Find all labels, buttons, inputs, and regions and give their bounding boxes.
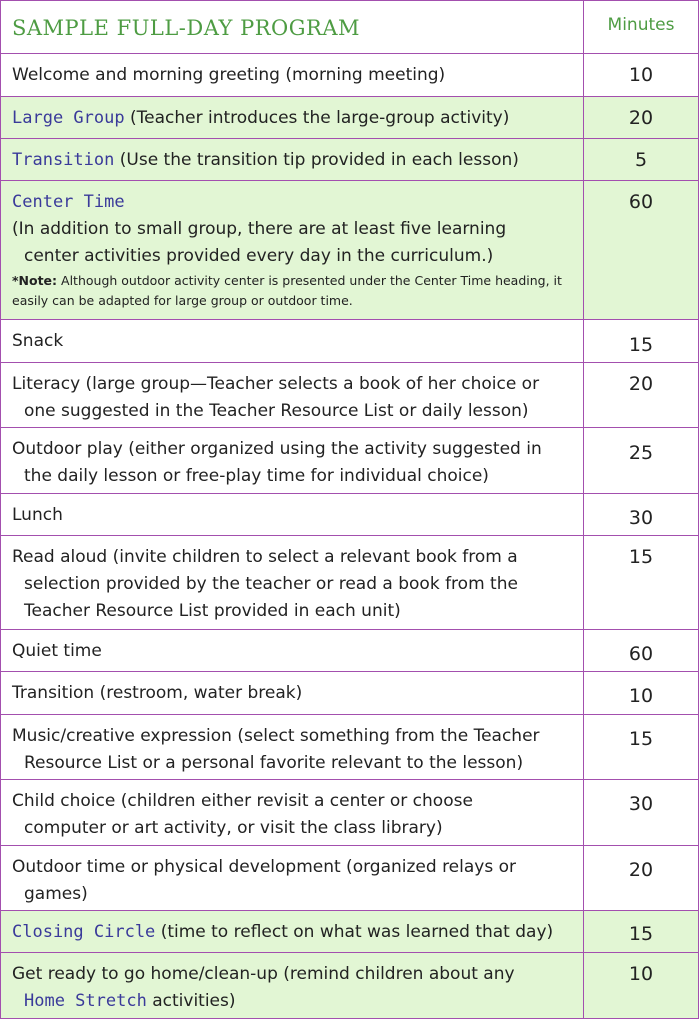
activity-line: selection provided by the teacher or read a book from the xyxy=(24,574,518,594)
activity-note xyxy=(12,271,573,311)
activity-label: Transition xyxy=(12,150,115,170)
table-header xyxy=(1,1,698,53)
table-row xyxy=(1,362,698,427)
table-row xyxy=(1,952,698,1018)
activity-line: Get ready to go home/clean-up (remind children about any xyxy=(12,964,515,984)
activity-line: the daily lesson or free-play time for individual choice) xyxy=(24,466,489,486)
activity-description xyxy=(1,536,584,629)
activity-minutes: 15 xyxy=(628,923,654,945)
table-row xyxy=(1,845,698,910)
activity-line: Read aloud (invite children to select a relevant book from a xyxy=(12,547,518,567)
note-label: *Note: xyxy=(12,273,58,288)
activity-minutes: 15 xyxy=(628,728,654,750)
activity-description xyxy=(1,911,584,952)
activity-minutes: 60 xyxy=(628,191,654,213)
activity-line: Music/creative expression (select something from the Teacher xyxy=(12,726,540,746)
activity-line: center activities provided every day in the curriculum.) xyxy=(24,246,494,266)
activity-line: (In addition to small group, there are at least five learning xyxy=(12,219,507,239)
activity-minutes: 10 xyxy=(628,963,654,985)
minutes-header: Minutes xyxy=(607,15,675,35)
table-row xyxy=(1,493,698,535)
activity-minutes: 5 xyxy=(634,149,648,171)
activity-line: Outdoor time or physical development (organized relays or xyxy=(12,857,516,877)
table-row xyxy=(1,138,698,180)
activity-line: one suggested in the Teacher Resource List or daily lesson) xyxy=(24,401,529,421)
activity-description: Welcome and morning greeting (morning meeting) xyxy=(1,54,584,96)
activity-description: Quiet time xyxy=(1,630,584,671)
table-row xyxy=(1,96,698,138)
activity-label: Center Time xyxy=(12,192,125,212)
activity-label: Home Stretch xyxy=(24,991,147,1011)
activity-line xyxy=(12,988,573,1015)
activity-text: (Teacher introduces the large-group activity) xyxy=(124,108,510,128)
activity-description xyxy=(1,846,584,910)
activity-description xyxy=(1,139,584,180)
activity-text: activities) xyxy=(146,991,236,1011)
activity-minutes: 10 xyxy=(628,64,654,86)
activity-text: (Use the transition tip provided in each lesson) xyxy=(114,150,519,170)
table-row xyxy=(1,779,698,845)
activity-label: Closing Circle xyxy=(12,922,156,942)
activity-minutes: 60 xyxy=(628,643,654,665)
table-row xyxy=(1,53,698,96)
activity-minutes: 15 xyxy=(628,546,654,568)
activity-minutes: 10 xyxy=(628,685,654,707)
table-row xyxy=(1,180,698,319)
table-row xyxy=(1,427,698,493)
table-row xyxy=(1,671,698,714)
table-row xyxy=(1,535,698,629)
note-text: Although outdoor activity center is presented under the Center Time heading, it easily can be adapted for large group or outdoor time. xyxy=(12,273,562,308)
table-row xyxy=(1,714,698,779)
table-title: SAMPLE FULL-DAY PROGRAM xyxy=(1,1,584,53)
activity-description: Transition (restroom, water break) xyxy=(1,672,584,714)
activity-minutes: 30 xyxy=(628,793,654,815)
activity-minutes: 20 xyxy=(628,107,654,129)
activity-line: Resource List or a personal favorite relevant to the lesson) xyxy=(24,753,524,773)
activity-description xyxy=(1,363,584,427)
table-row xyxy=(1,319,698,362)
activity-line: Outdoor play (either organized using the activity suggested in xyxy=(12,439,542,459)
activity-description: Lunch xyxy=(1,494,584,535)
activity-description xyxy=(1,181,584,319)
activity-description xyxy=(1,715,584,779)
table-row xyxy=(1,910,698,952)
activity-text: (time to reflect on what was learned that day) xyxy=(155,922,554,942)
activity-minutes: 25 xyxy=(628,442,654,464)
activity-label: Large Group xyxy=(12,108,125,128)
table-row xyxy=(1,629,698,671)
activity-description xyxy=(1,428,584,493)
activity-line: computer or art activity, or visit the class library) xyxy=(24,818,443,838)
activity-description: Snack xyxy=(1,320,584,362)
activity-description xyxy=(1,97,584,138)
activity-minutes: 30 xyxy=(628,507,654,529)
activity-minutes: 15 xyxy=(628,334,654,356)
activity-line: Child choice (children either revisit a center or choose xyxy=(12,791,473,811)
activity-line: Literacy (large group—Teacher selects a book of her choice or xyxy=(12,374,540,394)
activity-line: Teacher Resource List provided in each unit) xyxy=(24,601,401,621)
activity-minutes: 20 xyxy=(628,859,654,881)
activity-line: games) xyxy=(24,884,88,904)
activity-minutes: 20 xyxy=(628,373,654,395)
activity-description xyxy=(1,780,584,845)
activity-description xyxy=(1,953,584,1018)
